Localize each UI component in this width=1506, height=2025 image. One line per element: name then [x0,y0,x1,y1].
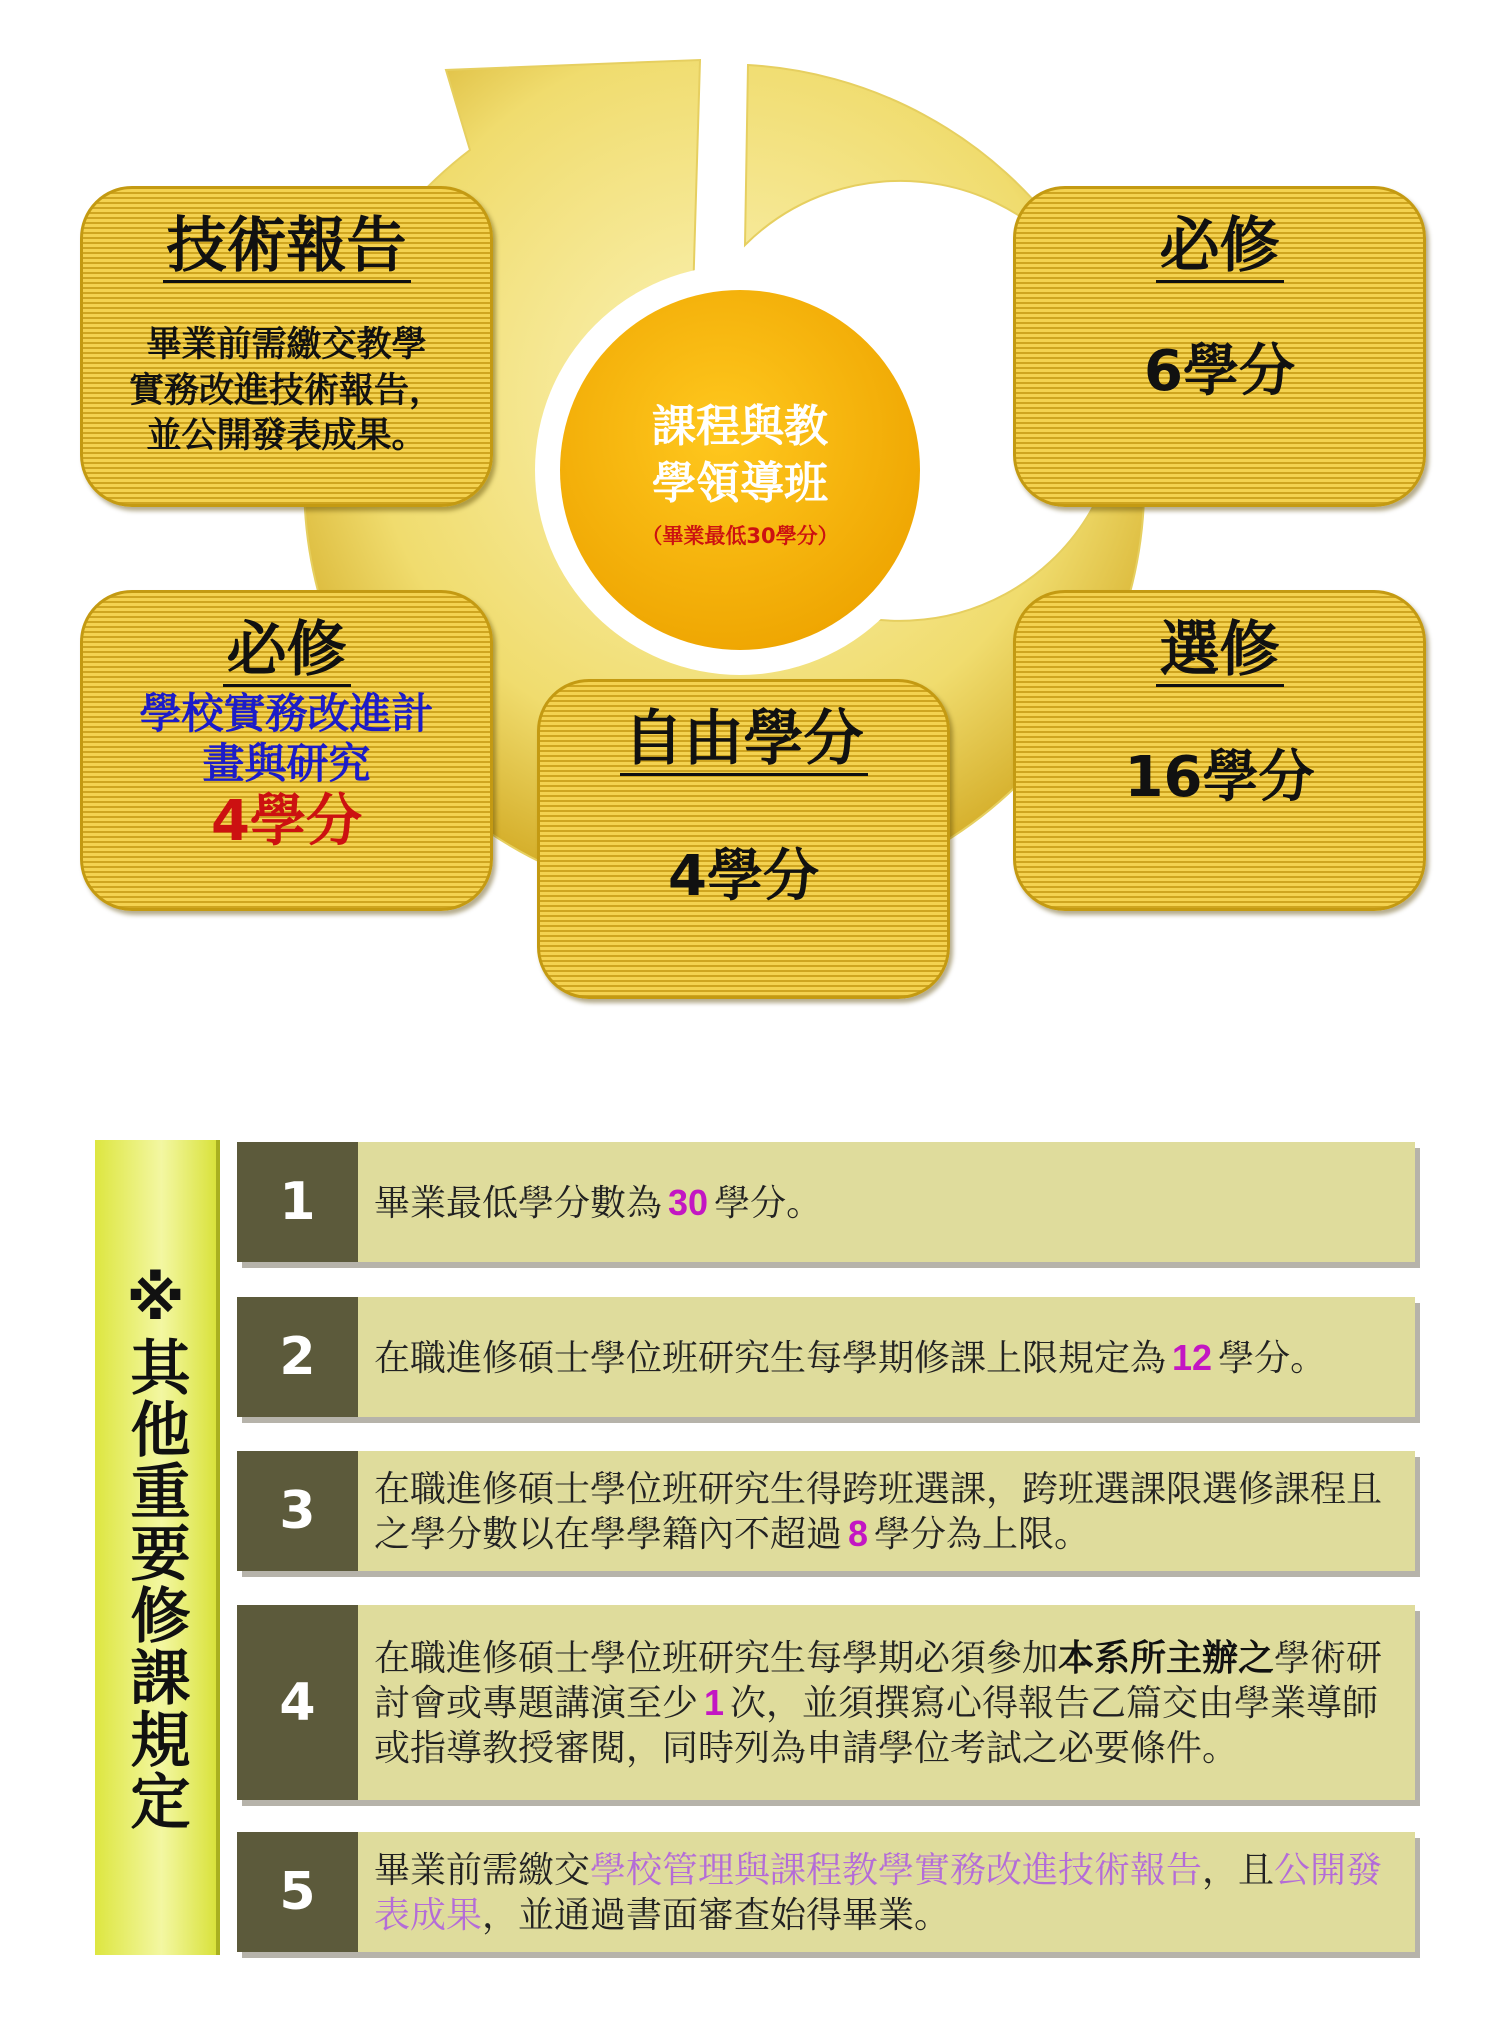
rule-number-1: 1 [237,1142,358,1262]
rule-number-3: 3 [237,1451,358,1571]
required-4-credit: 4學分 [211,788,362,854]
other-rules-label [95,1140,220,1955]
rule-item-4 [237,1605,1415,1800]
elective-title: 選修 [1156,619,1284,687]
rule-text-4: 在職進修碩士學位班研究生每學期必須參加本系所主辦之學術研討會或專題講演至少 1 次，並須撰寫心得報告乙篇交由學業導師或指導教授審閱，同時列為申請學位考試之必要條件。 [374,1637,1383,1768]
rule-item-2 [237,1297,1415,1417]
center-title-line1: 課程與教 [652,401,828,452]
tech-report-box [80,186,493,507]
rule-item-5 [237,1832,1415,1952]
rule-text-2: 在職進修碩士學位班研究生每學期修課上限規定為 12 學分。 [374,1336,1327,1378]
tech-report-desc-line1: 畢業前需繳交教學 [146,325,427,365]
rule-number-4: 4 [237,1605,358,1800]
other-rules-label-text: ※其他重要修課規定 [120,1263,191,1832]
rule-number-2: 2 [237,1297,358,1417]
required-4-title: 必修 [223,619,351,687]
rule-item-3 [237,1451,1415,1571]
free-credit-value: 4學分 [668,844,819,909]
rule-value-1: 30 [668,1181,709,1223]
free-credit-title: 自由學分 [620,708,868,776]
elective-box [1013,590,1426,911]
required-4-subject-line1: 學校實務改進計 [139,689,434,738]
rule-value-3: 8 [848,1513,869,1554]
center-title-line2: 學領導班 [652,458,828,510]
rule-text-1: 畢業最低學分數為 30 學分。 [374,1181,823,1223]
center-note: （畢業最低30學分） [641,524,839,548]
required-4-subject-line2: 畫與研究 [202,739,371,789]
rule-text-3: 在職進修碩士學位班研究生得跨班選課，跨班選課限選修課程且之學分數以在學學籍內不超過 8 學分為上限。 [374,1468,1383,1554]
elective-credit: 16學分 [1124,745,1315,810]
required-6-credit: 6學分 [1144,339,1295,404]
rule-number-5: 5 [237,1832,358,1952]
rule-value-4: 1 [704,1682,725,1723]
free-credit-box [537,679,950,999]
required-6-title: 必修 [1156,215,1284,283]
tech-report-desc-line2: 實務改進技術報告， [128,370,444,411]
center-title [630,398,850,512]
tech-report-desc-line3: 並公開發表成果。 [146,416,427,456]
tech-report-title: 技術報告 [163,215,411,283]
rule-value-2: 12 [1172,1336,1213,1378]
rule-text-5: 畢業前需繳交學校管理與課程教學實務改進技術報告，且公開發表成果，並通過書面審查始得畢業。 [374,1849,1383,1935]
rule-item-1 [237,1142,1415,1262]
required-6-box [1013,186,1426,507]
required-4-box [80,590,493,911]
